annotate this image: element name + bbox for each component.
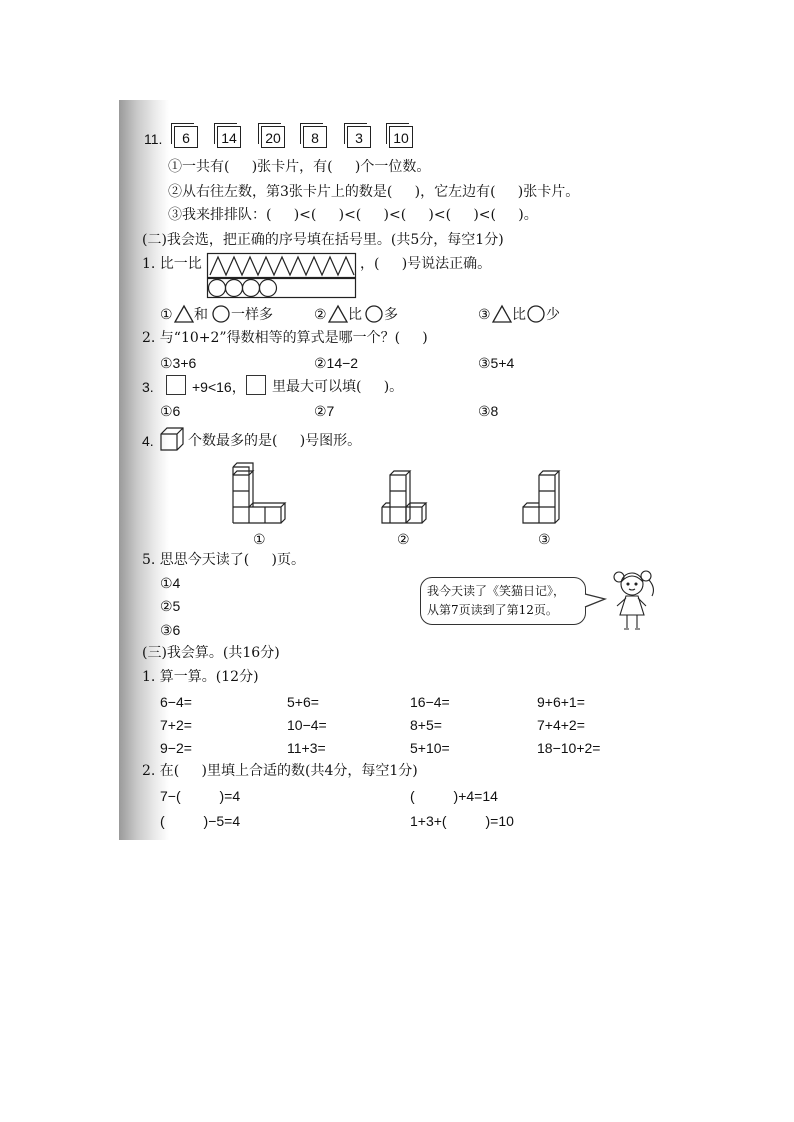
option-text: 比 [348, 307, 362, 323]
q4-text: 个数最多的是( )号图形。 [188, 433, 362, 449]
question-number: 11. [144, 131, 163, 147]
q11-line2: ②从右往左数，第3张卡片上的数是( )，它左边有( )张卡片。 [168, 184, 580, 200]
option-text: ①4 [160, 575, 181, 591]
option-text: 一样多 [231, 307, 273, 323]
blank-box [166, 375, 186, 395]
calc-item: 18−10+2= [537, 740, 601, 756]
circle-icon [526, 305, 546, 323]
blank-box [246, 375, 266, 395]
option-text: ②7 [314, 403, 335, 419]
section-title: (三)我会算。(共16分) [142, 645, 280, 661]
cube-stack-figure [522, 468, 574, 524]
q1-text: 1. 比一比 [142, 256, 202, 272]
number-card: 3 [347, 126, 371, 148]
fill-item: ( )+4=14 [410, 788, 498, 804]
question-number: 3. [142, 379, 154, 395]
q5-text: 5. 思思今天读了( )页。 [142, 552, 305, 568]
calc-item: 5+6= [287, 694, 319, 710]
fill-item: 7−( )=4 [160, 788, 241, 804]
triangle-icon [328, 305, 348, 323]
number-card: 14 [217, 126, 241, 148]
q1-title: 1. 算一算。(12分) [142, 669, 259, 685]
cube-stack-figure [232, 462, 288, 524]
option-label: ② [314, 307, 327, 323]
option-text: 和 [194, 307, 208, 323]
option-text: ③8 [478, 403, 499, 419]
option-text: ②14−2 [314, 355, 359, 371]
number-card: 20 [261, 126, 285, 148]
bubble-line: 我今天读了《笑猫日记》， [427, 584, 566, 598]
q1-text-tail: ，( )号说法正确。 [360, 256, 492, 272]
calc-item: 8+5= [410, 717, 442, 733]
calc-item: 10−4= [287, 717, 327, 733]
q11-line3: ③我来排排队：( )<( )<( )<( )<( )<( )。 [168, 207, 538, 223]
option-text: 比 [512, 307, 526, 323]
circle-icon [364, 305, 384, 323]
calc-item: 9+6+1= [537, 694, 585, 710]
bubble-tail [585, 593, 607, 609]
number-card: 6 [174, 126, 198, 148]
section-title: (二)我会选，把正确的序号填在括号里。(共5分，每空1分) [142, 232, 504, 248]
q3-text: +9<16， [192, 379, 246, 395]
calc-item: 7+2= [160, 717, 192, 733]
option-text: ①6 [160, 403, 181, 419]
calc-item: 9−2= [160, 740, 192, 756]
calc-item: 16−4= [410, 694, 450, 710]
figure-label: ① [253, 531, 266, 547]
q3-text: 里最大可以填( )。 [272, 379, 404, 395]
triangle-icon [174, 305, 194, 323]
circle-icon [211, 305, 231, 323]
figure-label: ③ [538, 531, 551, 547]
girl-illustration [608, 568, 660, 634]
option-label: ③ [478, 307, 491, 323]
figure-label: ② [397, 531, 410, 547]
option-text: 多 [384, 307, 398, 323]
option-text: 少 [546, 307, 560, 323]
fill-item: ( )−5=4 [160, 813, 241, 829]
calc-item: 5+10= [410, 740, 450, 756]
shapes-figure [207, 253, 357, 299]
q2-text: 2. 与“10+2”得数相等的算式是哪一个？( ) [142, 330, 428, 346]
cube-icon [160, 427, 184, 451]
calc-item: 11+3= [287, 740, 326, 756]
triangle-icon [492, 305, 512, 323]
bubble-line: 从第7页读到了第12页。 [427, 603, 558, 617]
number-card: 10 [389, 126, 413, 148]
calc-item: 7+4+2= [537, 717, 585, 733]
option-text: ②5 [160, 598, 181, 614]
option-text: ③6 [160, 622, 181, 638]
q11-line1: ①一共有( )张卡片，有( )个一位数。 [168, 159, 431, 175]
number-card: 8 [303, 126, 327, 148]
cube-stack-figure [381, 470, 437, 524]
question-number: 4. [142, 433, 154, 449]
option-text: ①3+6 [160, 355, 197, 371]
option-text: ③5+4 [478, 355, 515, 371]
speech-bubble [420, 577, 586, 625]
calc-item: 6−4= [160, 694, 192, 710]
fill-item: 1+3+( )=10 [410, 813, 514, 829]
q2-title: 2. 在( )里填上合适的数(共4分，每空1分) [142, 763, 418, 779]
option-label: ① [160, 307, 173, 323]
